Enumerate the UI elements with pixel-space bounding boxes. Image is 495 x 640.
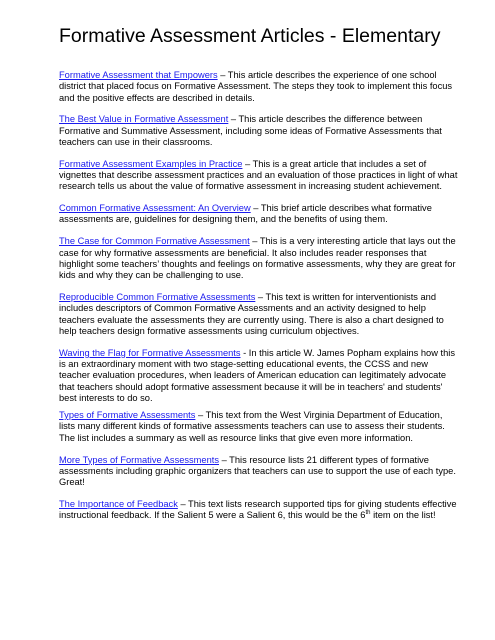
- document-page: [59, 24, 459, 532]
- article-link[interactable]: Formative Assessment that Empowers: [59, 70, 218, 80]
- article-link[interactable]: The Case for Common Formative Assessment: [59, 236, 250, 247]
- article-description: – This is a very interesting article that lays out the case for why formative assessments are beneficial. It also includes reader responses that highlight some teachers’ thoughts and feelings on formative assessments, why they are great for kids and why they can be challenging to use.: [59, 236, 456, 281]
- article-link[interactable]: Reproducible Common Formative Assessments: [59, 291, 256, 302]
- article-description: - In this article W. James Popham explains how this is an extraordinary moment with two stage-setting educational events, the CCSS and new teacher evaluation procedures, when leaders of American education can legitimately advocate that teachers should adopt formative assessment because it will be in teachers' and students' best interests to do so.: [59, 347, 455, 403]
- article-description: – This text is written for interventionists and includes descriptors of Common Formative Assessments and an activity designed to help teachers evaluate the assessments they are currently using. There is also a chart designed to help teachers design formative assessments using curriculum objectives.: [59, 291, 444, 336]
- page-title: Formative Assessment Articles - Elementary: [59, 25, 441, 47]
- article-entry: [59, 348, 459, 404]
- article-link[interactable]: The Importance of Feedback: [59, 498, 178, 509]
- article-link[interactable]: Formative Assessment Examples in Practice: [59, 158, 243, 169]
- article-entry: [59, 499, 459, 522]
- article-link[interactable]: More Types of Formative Assessments: [59, 454, 219, 465]
- article-entry: [59, 410, 459, 444]
- article-description: – This text from the West Virginia Department of Education, lists many different kinds of formative assessments teachers can use to assess their students. The list includes a summary as well as resource links that give even more information.: [59, 410, 445, 443]
- article-entry: [59, 159, 459, 193]
- article-description: – This article describes the difference between Formative and Summative Assessment, including some ideas of Formative Assessments that teachers can use in their classrooms.: [59, 114, 442, 147]
- article-link[interactable]: Common Formative Assessment: An Overview: [59, 203, 251, 214]
- article-entry: [59, 455, 459, 489]
- article-description-tail: item on the list!: [370, 510, 436, 521]
- article-entry: [59, 203, 459, 226]
- article-description: – This is a great article that includes a set of vignettes that describe assessment practices and an evaluation of those practices in light of what research tells us about the value of formative assessment in increasing student achievement.: [59, 158, 458, 192]
- article-entry: [59, 292, 459, 337]
- article-description: – This resource lists 21 different types of formative assessments including graphic organizers that teachers can use to support the use of each type. Great!: [59, 454, 456, 488]
- article-description: – This brief article describes what formative assessments are, guidelines for designing them, and the benefits of using them.: [59, 203, 432, 225]
- article-description: – This text lists research supported tips for giving students effective instructional feedback. If the Salient 5 were a Salient 6, this would be the 6: [59, 498, 457, 521]
- article-link[interactable]: Waving the Flag for Formative Assessments: [59, 347, 241, 358]
- article-entry: [59, 114, 459, 148]
- superscript-ordinal: th: [365, 510, 371, 517]
- article-link[interactable]: Types of Formative Assessments: [59, 410, 196, 421]
- article-entry: [59, 236, 459, 281]
- article-entry: [59, 70, 459, 104]
- article-link[interactable]: The Best Value in Formative Assessment: [59, 114, 229, 125]
- article-description: – This article describes the experience of one school district that placed focus on Formative Assessment. The steps they took to implement this focus and the positive effects are described in details.: [59, 70, 453, 103]
